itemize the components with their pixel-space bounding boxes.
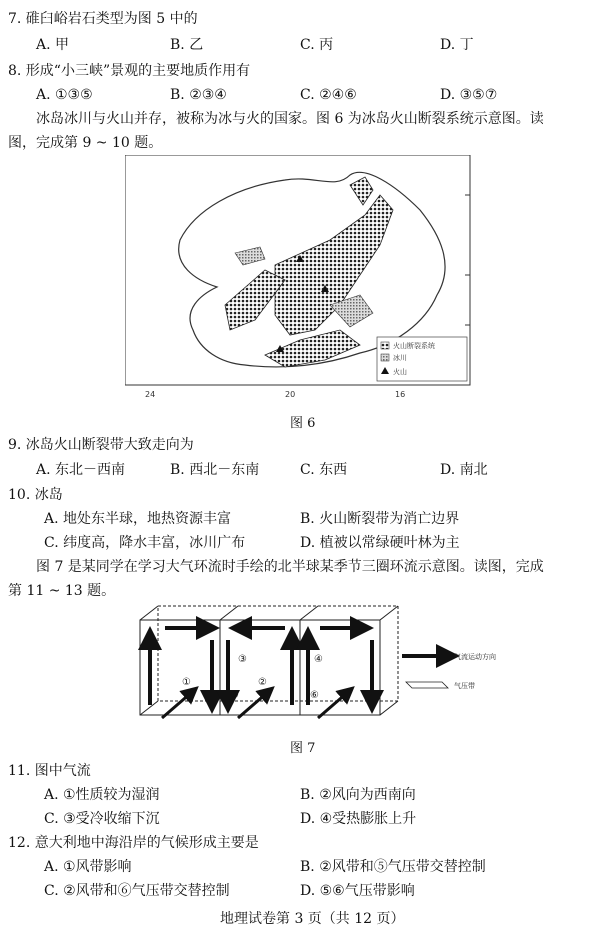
- figure-6-map: [125, 155, 485, 405]
- q9-option-d: D. 南北: [440, 462, 488, 478]
- q7-option-b: B. 乙: [170, 37, 204, 53]
- q8-option-a: A. ①③⑤: [36, 87, 93, 103]
- longitude-tick: 16: [395, 390, 406, 399]
- cell-label-4: ④: [314, 654, 323, 665]
- legend-fault-label: 火山断裂系统: [393, 342, 435, 350]
- q7-option-d: D. 丁: [440, 37, 474, 53]
- legend-airflow-label: 气流运动方向: [454, 653, 496, 661]
- question-7-stem: 7. 碓臼峪岩石类型为图 5 中的: [8, 11, 198, 27]
- q9-option-c: C. 东西: [300, 462, 348, 478]
- q12-option-a: A. ①风带影响: [44, 859, 132, 875]
- page-footer: 地理试卷第 3 页（共 12 页）: [220, 911, 405, 927]
- q11-option-d: D. ④受热膨胀上升: [300, 811, 417, 827]
- intro-11-13-line2: 第 11 ~ 13 题。: [8, 583, 116, 599]
- q8-option-b: B. ②③④: [170, 87, 227, 103]
- question-10-stem: 10. 冰岛: [8, 487, 63, 503]
- q11-option-c: C. ③受冷收缩下沉: [44, 811, 160, 827]
- longitude-tick: 20: [285, 390, 296, 399]
- intro-9-10-line2: 图，完成第 9 ~ 10 题。: [8, 135, 163, 151]
- question-11-stem: 11. 图中气流: [8, 763, 91, 779]
- figure-7-caption: 图 7: [290, 741, 316, 756]
- question-12-stem: 12. 意大利地中海沿岸的气候形成主要是: [8, 835, 259, 851]
- cell-label-1: ①: [182, 677, 191, 688]
- intro-9-10-line1: 冰岛冰川与火山并存，被称为冰与火的国家。图 6 为冰岛火山断裂系统示意图。读: [36, 111, 544, 127]
- legend-pressure-belt-label: 气压带: [454, 682, 475, 690]
- q8-option-d: D. ③⑤⑦: [440, 87, 498, 103]
- legend-glacier-label: 冰川: [393, 354, 407, 362]
- figure-7-diagram: [100, 600, 510, 728]
- q10-option-b: B. 火山断裂带为消亡边界: [300, 511, 460, 527]
- q11-option-a: A. ①性质较为湿润: [44, 787, 160, 803]
- q7-option-a: A. 甲: [36, 37, 70, 53]
- cell-label-5: ⑤: [230, 690, 239, 701]
- question-9-stem: 9. 冰岛火山断裂带大致走向为: [8, 437, 194, 453]
- cell-label-2: ②: [258, 677, 267, 688]
- q12-option-d: D. ⑤⑥气压带影响: [300, 883, 415, 899]
- longitude-tick: 24: [145, 390, 156, 399]
- question-8-stem: 8. 形成“小三峡”景观的主要地质作用有: [8, 63, 251, 79]
- legend-pressure-belt-icon: [406, 682, 448, 688]
- q9-option-b: B. 西北－东南: [170, 462, 260, 478]
- figure-6-caption: 图 6: [290, 416, 316, 431]
- legend-volcano-label: 火山: [393, 368, 407, 376]
- q10-option-d: D. 植被以常绿硬叶林为主: [300, 535, 460, 551]
- q12-option-b: B. ②风带和⑤气压带交替控制: [300, 859, 486, 875]
- q12-option-c: C. ②风带和⑥气压带交替控制: [44, 883, 230, 899]
- q10-option-a: A. 地处东半球，地热资源丰富: [44, 511, 232, 527]
- q8-option-c: C. ②④⑥: [300, 87, 357, 103]
- q9-option-a: A. 东北－西南: [36, 462, 126, 478]
- cell-label-6: ⑥: [310, 690, 319, 701]
- q10-option-c: C. 纬度高，降水丰富，冰川广布: [44, 535, 246, 551]
- cell-label-3: ③: [238, 654, 247, 665]
- intro-11-13-line1: 图 7 是某同学在学习大气环流时手绘的北半球某季节三圈环流示意图。读图，完成: [36, 559, 544, 575]
- q7-option-c: C. 丙: [300, 37, 334, 53]
- q11-option-b: B. ②风向为西南向: [300, 787, 416, 803]
